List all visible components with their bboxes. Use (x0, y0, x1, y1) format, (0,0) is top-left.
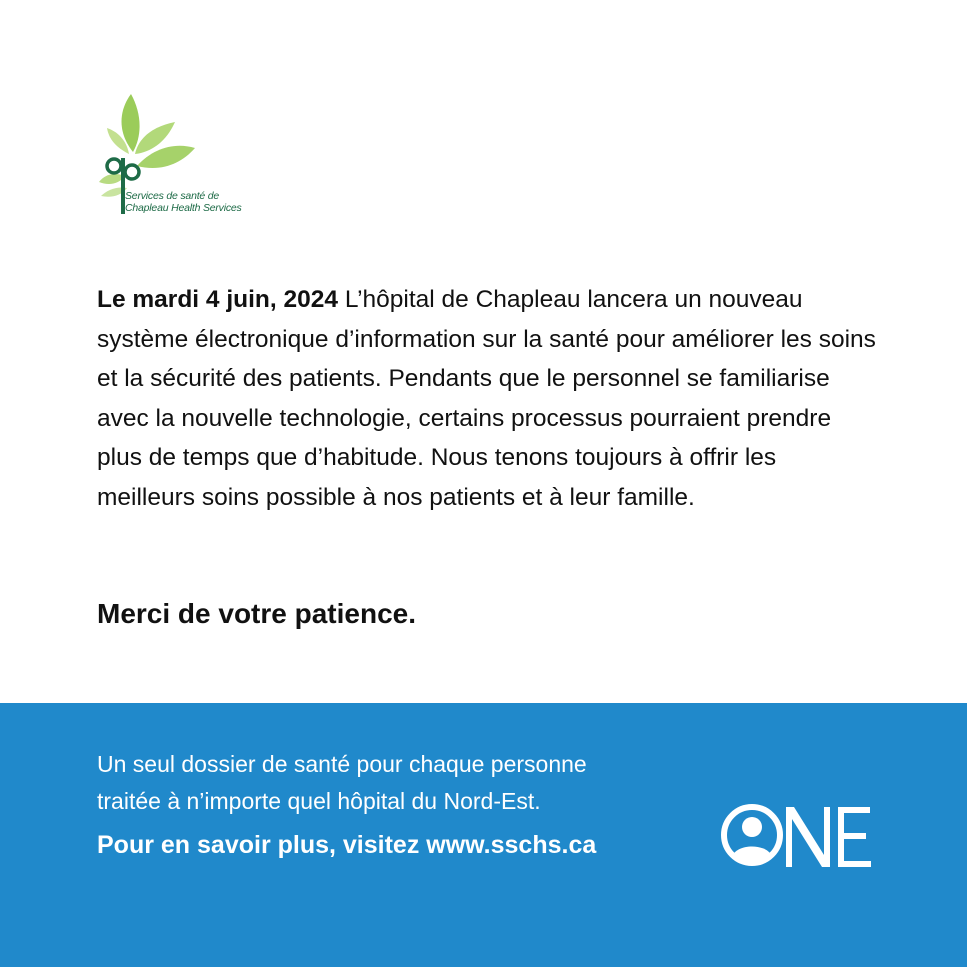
logo-line-french: Services de santé de (125, 190, 220, 202)
one-logo-icon (720, 803, 875, 873)
logo-wordmark (125, 190, 242, 214)
thanks-message: Merci de votre patience. (97, 598, 417, 629)
footer-tagline-line2: traitée à n’importe quel hôpital du Nord-Est. (97, 788, 541, 814)
footer-banner (0, 703, 967, 967)
footer-website-link[interactable]: Pour en savoir plus, visitez www.sschs.ca (97, 831, 597, 859)
logo-line-english: Chapleau Health Services (125, 202, 242, 214)
footer-tagline-line1: Un seul dossier de santé pour chaque personne (97, 751, 587, 777)
hospital-logo (95, 92, 255, 222)
announcement-date: Le mardi 4 juin, 2024 (97, 286, 339, 313)
announcement-body: L’hôpital de Chapleau lancera un nouveau système électronique d’information sur la santé pour améliorer les soins et la sécurité des patients. Pendants que le personnel se familiarise avec la nouvelle technologie, certains processus pourraient prendre plus de temps que d’habitude. Nous tenons toujours à offrir les meilleurs soins possible à nos patients et à leur famille. (97, 286, 876, 511)
announcement-paragraph (97, 280, 877, 517)
